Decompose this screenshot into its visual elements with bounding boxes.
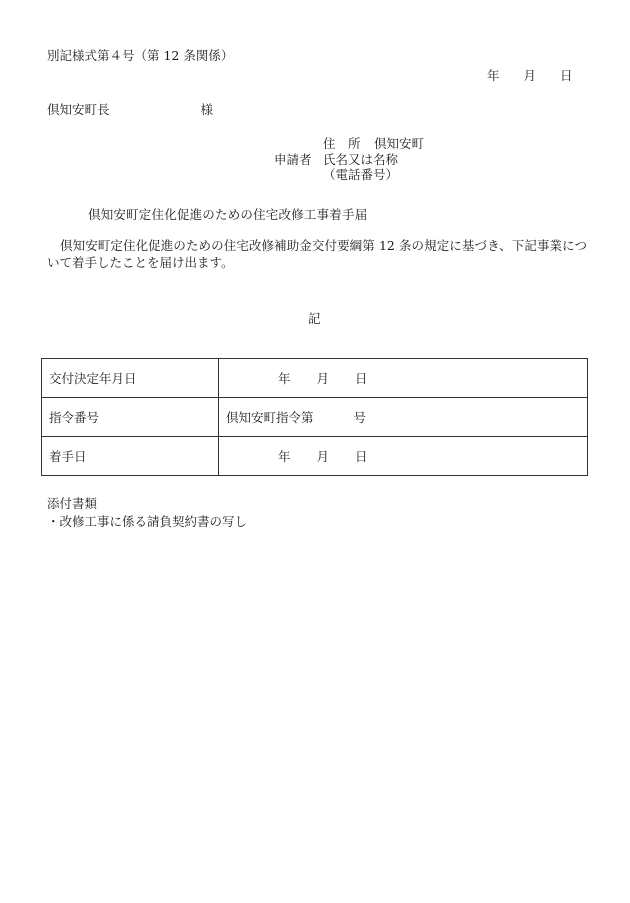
name-label: 氏名又は名称 (323, 151, 399, 167)
decision-day: 日 (355, 371, 368, 386)
row-label-order-number: 指令番号 (42, 398, 219, 437)
info-table (41, 358, 588, 476)
attachment-item: ・改修工事に係る請負契約書の写し (47, 514, 248, 529)
attachments-title: 添付書類 (47, 496, 98, 511)
order-number-cell (219, 398, 588, 437)
body-text: 倶知安町定住化促進のための住宅改修補助金交付要綱第 12 条の規定に基づき、下記事業について着手したことを届け出ます。 (47, 238, 587, 270)
table-row (42, 398, 588, 437)
addressee-name: 倶知安町長 (47, 102, 110, 117)
decision-year: 年 (278, 371, 291, 386)
row-label-start-date: 着手日 (42, 437, 219, 476)
applicant-block (274, 136, 424, 183)
phone-label: （電話番号） (323, 167, 399, 182)
table-row (42, 437, 588, 476)
date-line (487, 66, 573, 84)
start-day: 日 (355, 449, 368, 464)
order-suffix: 号 (353, 410, 367, 425)
date-month: 月 (523, 68, 537, 83)
addressee-honorific: 様 (200, 102, 214, 117)
start-date-cell (219, 437, 588, 476)
applicant-label: 申請者 (274, 151, 312, 167)
decision-month: 月 (316, 371, 330, 386)
addressee (47, 100, 213, 118)
date-day: 日 (560, 68, 573, 83)
table-row (42, 359, 588, 398)
start-month: 月 (316, 449, 330, 464)
address-label: 住 所 (323, 136, 361, 151)
decision-date-cell (219, 359, 588, 398)
document-title: 倶知安町定住化促進のための住宅改修工事着手届 (88, 207, 368, 222)
ki-heading: 記 (308, 311, 321, 326)
address-value: 倶知安町 (374, 136, 425, 151)
start-year: 年 (278, 449, 291, 464)
form-number: 別記様式第４号（第 12 条関係） (47, 48, 234, 63)
date-year: 年 (487, 68, 500, 83)
order-prefix: 倶知安町指令第 (226, 410, 314, 425)
row-label-decision-date: 交付決定年月日 (42, 359, 219, 398)
